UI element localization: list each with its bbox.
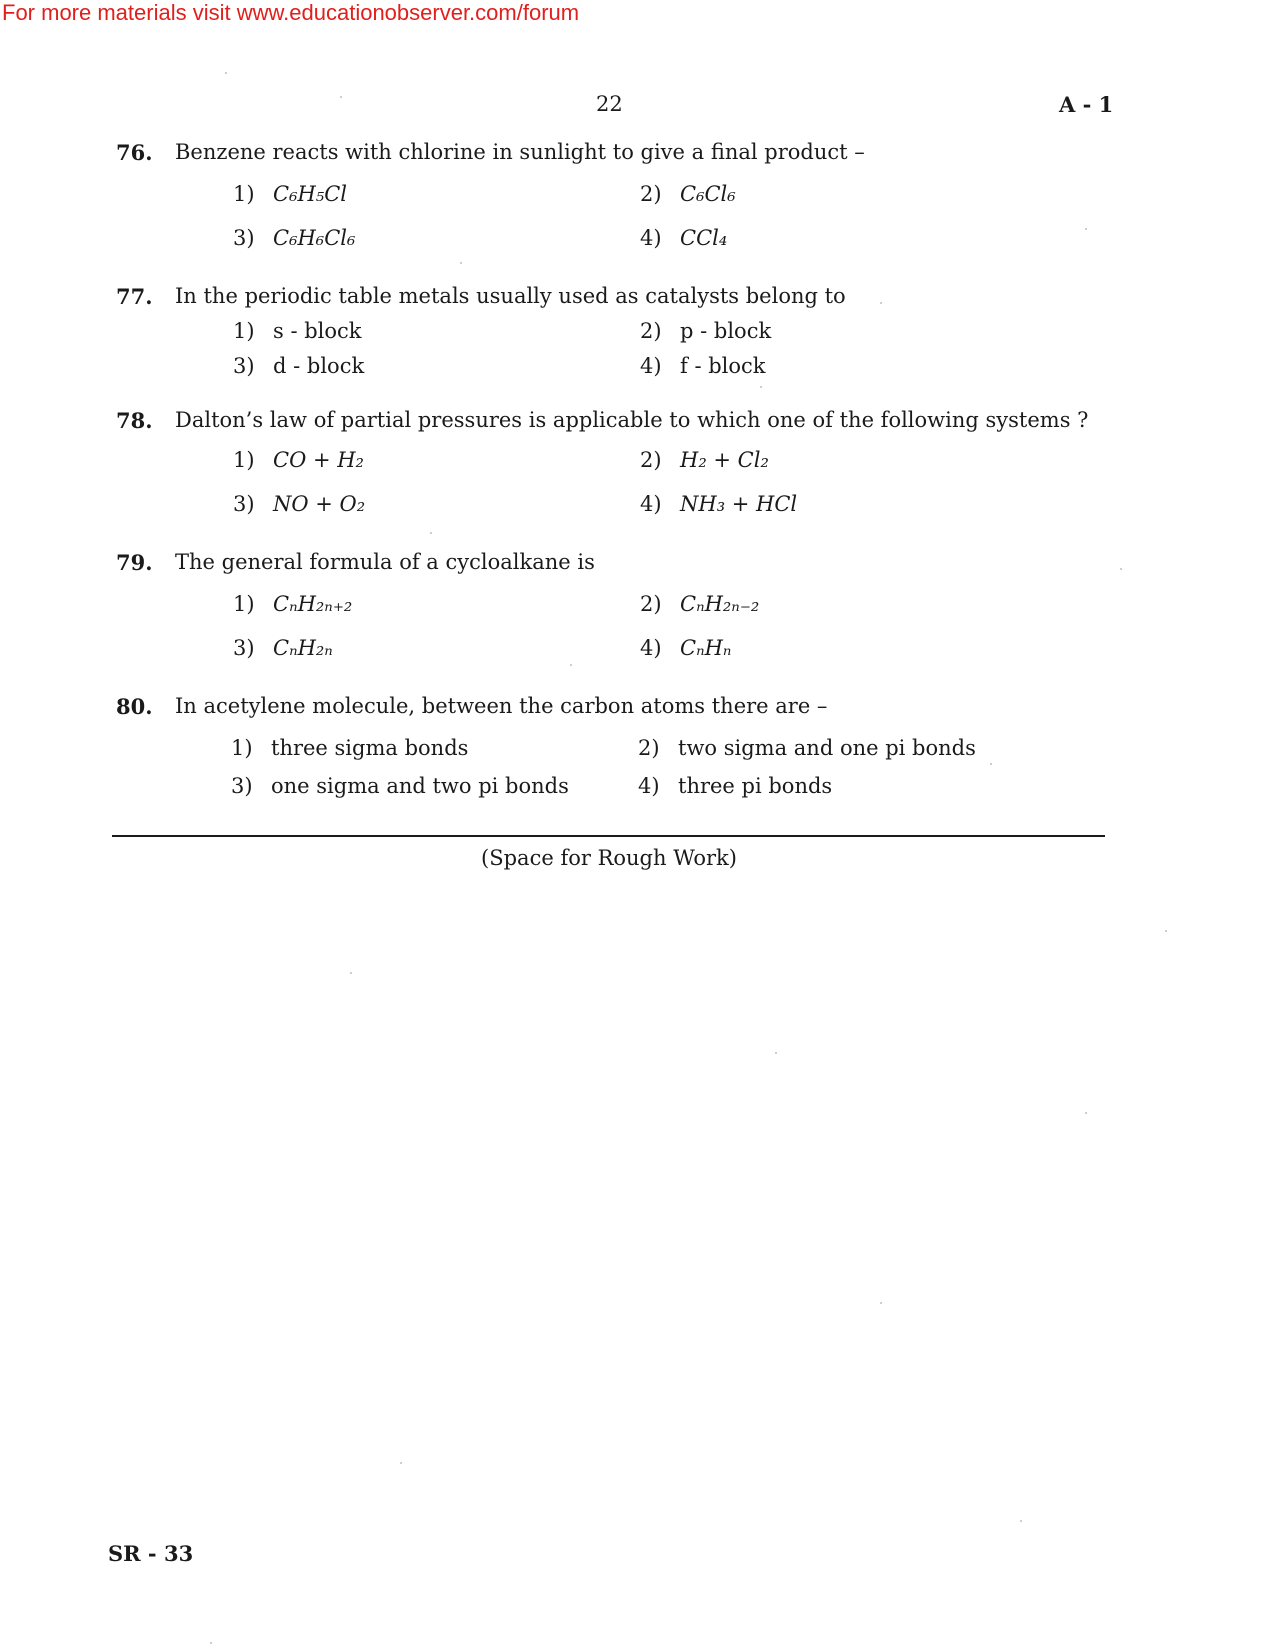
option-text: f - block: [680, 354, 766, 378]
option-text: CₙH₂ₙ₋₂: [680, 592, 760, 616]
question-text: Benzene reacts with chlorine in sunlight to give a final product –: [175, 140, 865, 164]
option-77-4: [640, 354, 766, 378]
option-76-4: [640, 226, 727, 250]
option-number: 2): [640, 182, 662, 206]
scan-speck: [225, 72, 227, 74]
option-79-2: [640, 592, 759, 616]
option-text: NH₃ + HCl: [680, 492, 798, 516]
option-text: CₙH₂ₙ₊₂: [273, 592, 353, 616]
option-76-3: [233, 226, 355, 250]
option-text: CCl₄: [680, 226, 728, 250]
option-text: C₆H₆Cl₆: [273, 226, 356, 250]
option-number: 3): [231, 774, 253, 798]
page-number: 22: [596, 92, 623, 116]
option-80-2: [638, 736, 976, 760]
option-77-3: [233, 354, 364, 378]
option-text: s - block: [273, 319, 362, 343]
option-79-4: [640, 636, 731, 660]
option-number: 1): [233, 448, 255, 472]
scan-speck: [1165, 930, 1167, 932]
option-number: 1): [233, 182, 255, 206]
scan-speck: [400, 1462, 402, 1464]
scan-speck: [880, 1302, 882, 1304]
option-text: two sigma and one pi bonds: [678, 736, 976, 760]
scan-speck: [570, 664, 572, 666]
option-text: NO + O₂: [273, 492, 366, 516]
question-number: 80.: [116, 694, 153, 719]
option-80-1: [231, 736, 468, 760]
option-text: CO + H₂: [273, 448, 364, 472]
question-text: In the periodic table metals usually used as catalysts belong to: [175, 284, 846, 308]
option-78-3: [233, 492, 365, 516]
option-78-1: [233, 448, 364, 472]
option-number: 3): [233, 492, 255, 516]
option-text: C₆H₅Cl: [273, 182, 348, 206]
option-78-2: [640, 448, 769, 472]
scan-speck: [1120, 568, 1122, 570]
option-number: 3): [233, 636, 255, 660]
option-text: three sigma bonds: [271, 736, 469, 760]
booklet-code: A - 1: [1059, 92, 1114, 117]
option-79-3: [233, 636, 333, 660]
scan-speck: [340, 96, 342, 98]
option-76-2: [640, 182, 736, 206]
option-text: three pi bonds: [678, 774, 833, 798]
question-number: 78.: [116, 408, 153, 433]
option-number: 2): [640, 448, 662, 472]
divider-rule: [112, 835, 1105, 837]
option-77-2: [640, 319, 771, 343]
option-number: 1): [231, 736, 253, 760]
option-text: C₆Cl₆: [680, 182, 736, 206]
option-text: CₙHₙ: [680, 636, 732, 660]
question-text: Dalton’s law of partial pressures is applicable to which one of the following systems ?: [175, 408, 1089, 432]
scan-speck: [1085, 228, 1087, 230]
option-76-1: [233, 182, 347, 206]
option-80-3: [231, 774, 569, 798]
scan-speck: [350, 972, 352, 974]
scan-speck: [460, 262, 462, 264]
option-number: 4): [640, 636, 662, 660]
question-text: The general formula of a cycloalkane is: [175, 550, 595, 574]
rough-work-label: (Space for Rough Work): [481, 846, 737, 870]
option-number: 2): [640, 319, 662, 343]
question-text: In acetylene molecule, between the carbon atoms there are –: [175, 694, 828, 718]
option-number: 4): [640, 354, 662, 378]
option-text: one sigma and two pi bonds: [271, 774, 569, 798]
question-number: 77.: [116, 284, 153, 309]
option-number: 3): [233, 226, 255, 250]
scan-speck: [430, 532, 432, 534]
scan-speck: [1020, 1520, 1022, 1522]
option-number: 1): [233, 592, 255, 616]
option-78-4: [640, 492, 797, 516]
source-banner: For more materials visit www.educationobserver.com/forum: [2, 0, 580, 25]
option-number: 4): [640, 492, 662, 516]
scan-speck: [775, 1052, 777, 1054]
scan-speck: [210, 1642, 212, 1644]
option-number: 3): [233, 354, 255, 378]
option-number: 4): [640, 226, 662, 250]
scan-speck: [1085, 1112, 1087, 1114]
scan-speck: [760, 386, 762, 388]
option-text: d - block: [273, 354, 365, 378]
scan-speck: [880, 302, 882, 304]
option-number: 2): [638, 736, 660, 760]
option-number: 4): [638, 774, 660, 798]
footer-code: SR - 33: [108, 1541, 194, 1566]
option-text: H₂ + Cl₂: [680, 448, 769, 472]
option-text: CₙH₂ₙ: [273, 636, 333, 660]
option-77-1: [233, 319, 362, 343]
option-number: 1): [233, 319, 255, 343]
option-text: p - block: [680, 319, 772, 343]
scan-speck: [990, 763, 992, 765]
option-79-1: [233, 592, 352, 616]
question-number: 76.: [116, 140, 153, 165]
question-number: 79.: [116, 550, 153, 575]
option-80-4: [638, 774, 832, 798]
option-number: 2): [640, 592, 662, 616]
